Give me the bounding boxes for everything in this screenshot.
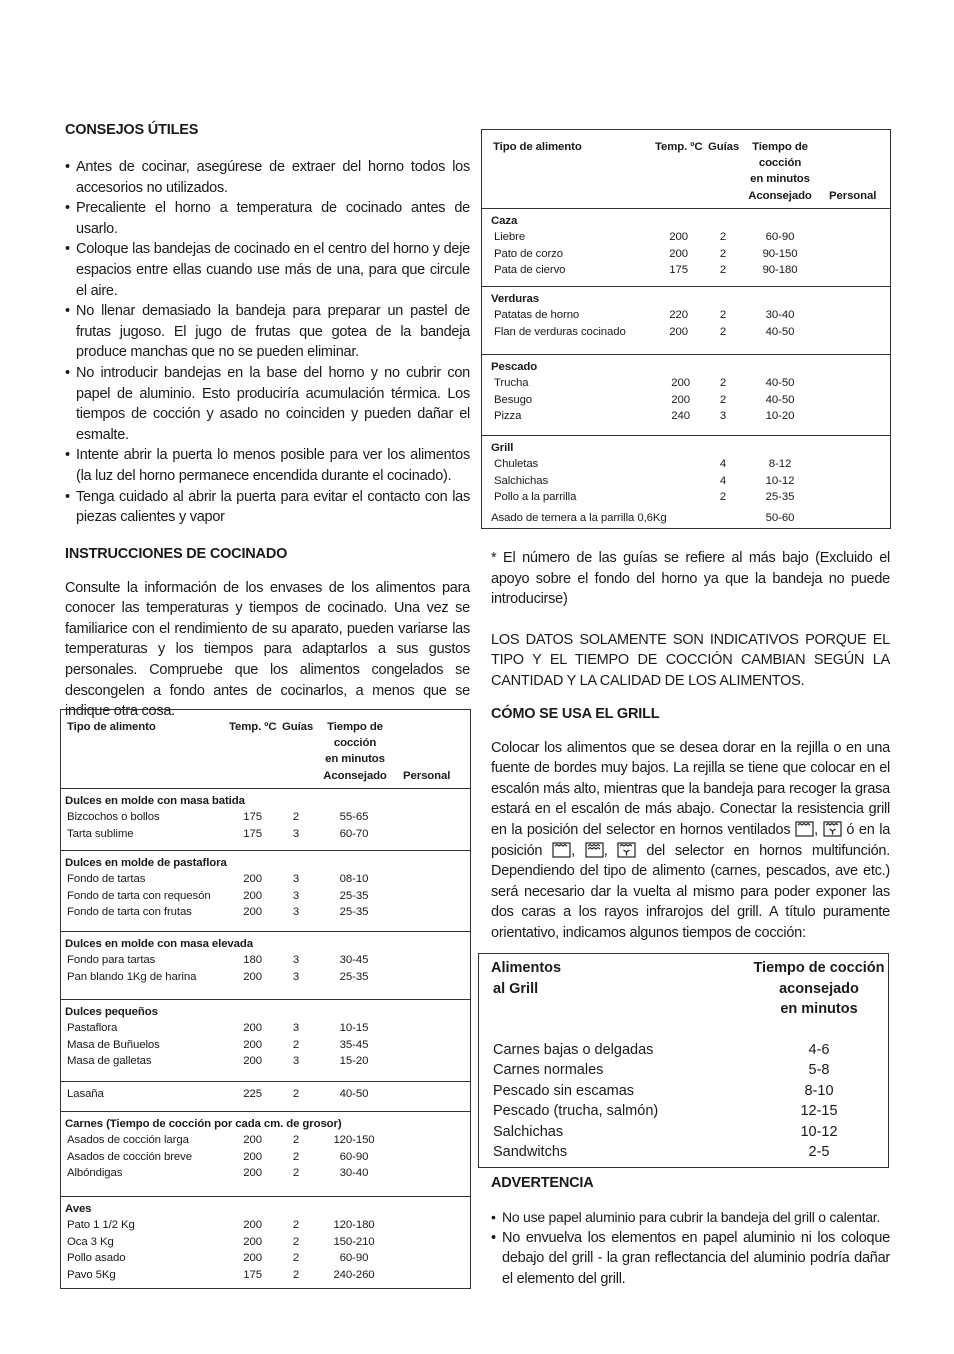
table-row xyxy=(61,1149,470,1165)
cell-food: Pato de corzo xyxy=(494,247,563,260)
cell-food: Patatas de horno xyxy=(494,309,580,322)
cell-food: Masa de galletas xyxy=(67,1055,152,1068)
table-row xyxy=(482,473,890,489)
cell-minutes: 120-150 xyxy=(333,1134,375,1147)
cell-temp: 200 xyxy=(243,1219,262,1232)
cell-temp: 200 xyxy=(669,247,688,260)
header-tiempo-3: en minutos xyxy=(750,173,810,185)
cell-minutes: 90-150 xyxy=(762,247,798,260)
cell-guias: 3 xyxy=(719,410,727,423)
cell-food: Asado de ternera a la parrilla 0,6Kg xyxy=(491,511,667,524)
cell-minutes: 8-10 xyxy=(804,1082,834,1099)
cell-food: Besugo xyxy=(494,393,533,406)
cell-guias: 2 xyxy=(719,393,727,406)
table-row xyxy=(493,1081,888,1102)
cell-guias: 3 xyxy=(292,906,300,919)
cell-food: Pollo a la parrilla xyxy=(494,491,577,504)
header-personal: Personal xyxy=(403,770,451,782)
list-item: • Precaliente el horno a temperatura de cocinado antes de usarlo. xyxy=(65,198,470,239)
cell-food: Carnes normales xyxy=(493,1062,604,1079)
cell-guias: 2 xyxy=(719,325,727,338)
table-row xyxy=(61,1037,470,1053)
cell-minutes: 10-12 xyxy=(765,474,795,487)
group-name: Verduras xyxy=(491,293,539,305)
grill-fan-icon xyxy=(823,821,842,837)
list-item: • Tenga cuidado al abrir la puerta para evitar el contacto con las piezas calientes y vapor xyxy=(65,487,470,528)
cell-minutes: 30-40 xyxy=(339,1167,369,1180)
cell-food: Asados de cocción breve xyxy=(67,1150,192,1163)
cell-food: Liebre xyxy=(494,231,526,244)
cell-minutes: 30-45 xyxy=(339,954,369,967)
grill-header-left-1: Alimentos xyxy=(491,960,562,976)
cell-food: Pavo 5Kg xyxy=(67,1268,116,1281)
cell-guias: 3 xyxy=(292,970,300,983)
cell-minutes: 40-50 xyxy=(339,1088,369,1100)
advertencia-list xyxy=(491,1207,890,1289)
table-row xyxy=(61,1165,470,1181)
list-item: • No use papel aluminio para cubrir la bandeja del grill o calentar. xyxy=(491,1207,890,1228)
note-guias: * El número de las guías se refiere al más bajo (Excluido el apoyo sobre el fondo del horno ya que la bandeja no puede introducirse) xyxy=(491,550,890,608)
cell-food: Pizza xyxy=(494,410,522,423)
table-row xyxy=(61,1267,470,1283)
advertencia-section xyxy=(491,1175,890,1289)
cell-guias: 3 xyxy=(292,1055,300,1068)
cell-guias: 2 xyxy=(292,1038,300,1051)
cell-food: Pescado sin escamas xyxy=(493,1082,635,1099)
cell-minutes: 30-40 xyxy=(765,309,795,322)
table-row xyxy=(61,888,470,904)
cell-guias: 3 xyxy=(292,827,300,840)
grill-times-table xyxy=(478,953,889,1168)
grill-heading: CÓMO SE USA EL GRILL xyxy=(491,705,660,722)
consejos-heading: CONSEJOS ÚTILES xyxy=(65,122,199,138)
cell-temp: 175 xyxy=(243,811,262,824)
cell-guias: 2 xyxy=(292,1219,300,1232)
group-name: Pescado xyxy=(491,361,538,373)
table-header xyxy=(482,130,890,209)
cell-food: Pollo asado xyxy=(67,1252,126,1265)
table-row xyxy=(61,871,470,887)
cell-minutes: 2-5 xyxy=(808,1144,830,1160)
table-group xyxy=(61,1000,470,1082)
note-datos: LOS DATOS SOLAMENTE SON INDICATIVOS PORQUE EL TIPO Y EL TIEMPO DE COCCIÓN CAMBIAN SEGÚN LA CANTIDAD Y LA CALIDAD DE LOS ALIMENTOS. xyxy=(491,631,890,689)
list-item: • No introducir bandejas en la base del horno y no cubrir con papel de aluminio. Esto produciría acumulación térmica. Los tiempos de cocción y asado no coinciden y pueden dañar el esmalte. xyxy=(65,363,470,445)
cell-guias: 2 xyxy=(719,309,727,322)
header-tiempo-4: Aconsejado xyxy=(323,770,387,782)
cell-temp: 200 xyxy=(243,970,262,983)
cooking-table-left xyxy=(60,709,471,1289)
cell-temp: 225 xyxy=(243,1088,262,1100)
table-row xyxy=(482,307,890,323)
cell-food: Salchichas xyxy=(494,474,549,487)
table-row xyxy=(61,904,470,920)
header-tiempo-4: Aconsejado xyxy=(748,190,812,202)
table-row xyxy=(61,1217,470,1233)
cell-minutes: 10-20 xyxy=(765,410,795,423)
cell-food: Asados de cocción larga xyxy=(67,1134,189,1147)
table-row xyxy=(61,1086,470,1102)
table-body xyxy=(61,789,470,1289)
cell-minutes: 120-180 xyxy=(333,1219,375,1232)
cell-temp: 180 xyxy=(243,954,262,967)
table-row xyxy=(61,826,470,842)
cell-food: Pato 1 1/2 Kg xyxy=(67,1219,135,1232)
list-item: • No llenar demasiado la bandeja para preparar un pastel de frutas jugoso. El jugo de frutas que gotea de la bandeja produce manchas que no se pueden eliminar. xyxy=(65,301,470,363)
cell-minutes: 60-70 xyxy=(339,827,369,840)
cell-minutes: 40-50 xyxy=(765,377,795,390)
header-tiempo-1: Tiempo de xyxy=(327,721,383,733)
grill-fan-icon xyxy=(617,842,636,858)
table-group xyxy=(61,851,470,932)
table-row xyxy=(61,1250,470,1266)
cell-temp: 200 xyxy=(671,377,690,390)
table-row xyxy=(482,489,890,505)
cell-temp: 200 xyxy=(243,873,262,886)
cell-food: Masa de Buñuelos xyxy=(67,1038,160,1051)
table-row xyxy=(61,1053,470,1069)
cell-food: Carnes bajas o delgadas xyxy=(493,1042,654,1058)
cell-minutes: 25-35 xyxy=(339,970,369,983)
table-group xyxy=(61,1112,470,1197)
table-row xyxy=(493,1040,888,1061)
cell-food: Fondo de tarta con requesón xyxy=(67,889,211,902)
cell-minutes: 10-15 xyxy=(339,1022,369,1035)
grill-text: Colocar los alimentos que se desea dorar en la rejilla o en una fuente de bordes muy bajos. La rejilla se tiene que colocar en el escalón más alto, mientras que la bandeja para recoger la grasa estará en el escalón de más abajo. Conectar la resistencia grill en la posición del selector en hornos ventilados , ó en la posición , , del selector en hornos multifunción. Dependiendo del tipo de alimento (carnes, pescados, ave etc.) será necesario dar la vuelta al mismo para poder exponer las dos caras a los rayos infrarojos del grill. A título puramente orientativo, indicamos algunos tiempos de cocción: xyxy=(491,739,891,941)
cell-temp: 200 xyxy=(243,1038,262,1051)
table-row xyxy=(482,456,890,472)
cell-food: Sandwitchs xyxy=(493,1144,568,1160)
header-tiempo-2: cocción xyxy=(333,737,377,749)
grill-text-part: Colocar los alimentos que se desea dorar en la rejilla o en una fuente de bordes muy bajos. La rejilla se tiene que colocar en el escalón más alto, mientras que la bandeja para recoger la grasa estará en el escalón de más abajo. Conectar la resistencia grill en la posición del selector en hornos ventilados xyxy=(491,739,890,838)
cell-minutes: 60-90 xyxy=(339,1252,369,1265)
advertencia-heading: ADVERTENCIA xyxy=(491,1175,594,1191)
header-tiempo-1: Tiempo de xyxy=(752,141,808,153)
table-row xyxy=(493,1060,888,1081)
cell-guias: 2 xyxy=(292,1150,300,1163)
cell-guias: 2 xyxy=(292,1134,300,1147)
group-name: Dulces en molde con masa elevada xyxy=(65,938,253,950)
grill-icon xyxy=(795,821,814,837)
cell-guias: 4 xyxy=(719,458,727,471)
cell-guias: 2 xyxy=(719,264,727,277)
cell-temp: 200 xyxy=(243,889,262,902)
cell-guias: 2 xyxy=(719,377,727,390)
cell-minutes: 25-35 xyxy=(339,889,369,902)
table-group xyxy=(61,1197,470,1289)
cell-food: Bizcochos o bollos xyxy=(67,811,160,824)
header-temp: Temp. ºC xyxy=(655,141,703,153)
group-name: Dulces en molde con masa batida xyxy=(65,795,245,807)
cell-temp: 200 xyxy=(669,325,688,338)
cell-temp: 220 xyxy=(669,309,688,322)
header-tipo: Tipo de alimento xyxy=(493,141,582,153)
group-name: Aves xyxy=(65,1203,92,1215)
cell-minutes: 40-50 xyxy=(765,325,795,338)
cell-food: Fondo de tartas xyxy=(67,873,146,886)
cell-guias: 2 xyxy=(719,491,727,504)
cell-temp: 200 xyxy=(243,906,262,919)
cell-minutes: 60-90 xyxy=(765,231,795,244)
grill-header-right-3: en minutos xyxy=(780,1001,858,1017)
grill-text-part: ó xyxy=(846,821,855,838)
table-header xyxy=(61,710,470,789)
list-item: • Antes de cocinar, asegúrese de extraer del horno todos los accesorios no utilizados. xyxy=(65,157,470,198)
cell-temp: 175 xyxy=(243,1268,262,1281)
cell-food: Tarta sublime xyxy=(67,827,134,840)
grill-icon xyxy=(552,842,571,858)
grill-header-left-2: al Grill xyxy=(493,981,539,997)
cell-food: Pastaflora xyxy=(67,1022,118,1035)
cell-guias: 3 xyxy=(292,873,300,886)
right-text-column xyxy=(491,548,890,944)
group-name: Dulces en molde de pastaflora xyxy=(65,857,227,869)
table-row xyxy=(61,1132,470,1148)
cell-temp: 240 xyxy=(671,410,690,423)
cell-temp: 200 xyxy=(243,1252,262,1265)
cell-food: Pescado (trucha, salmón) xyxy=(493,1103,659,1120)
cell-guias: 3 xyxy=(292,1022,300,1035)
table-row xyxy=(61,1020,470,1036)
list-item: • Coloque las bandejas de cocinado en el centro del horno y deje espacios entre ellas cuando use más de una, para que circule el aire. xyxy=(65,239,470,301)
header-tipo: Tipo de alimento xyxy=(67,721,156,733)
cell-food: Pata de ciervo xyxy=(494,264,566,277)
cell-minutes: 08-10 xyxy=(339,873,369,886)
cell-minutes: 5-8 xyxy=(808,1062,830,1079)
table-group xyxy=(61,789,470,851)
table-group xyxy=(482,209,890,287)
cell-temp: 200 xyxy=(669,231,688,244)
grill-text-part: en la posición xyxy=(491,821,891,859)
cell-minutes: 12-15 xyxy=(800,1103,838,1120)
table-row xyxy=(482,229,890,245)
cell-minutes: 8-12 xyxy=(768,458,792,471)
grill-text-part: del selector en hornos multifunción. xyxy=(646,842,890,859)
instrucciones-text: Consulte la información de los envases de los alimentos para conocer las temperaturas y tiempos de cocinado. Una vez se familiarice con el rendimiento de su aparato, pueden variarse las temperaturas y los tiempos para adaptarlos a sus gustos personales. Compruebe que los alimentos congelados se descongelen a fondo antes de cocinarlos, a menos que se indique otra cosa. xyxy=(65,579,470,720)
table-row xyxy=(482,510,890,526)
table-row xyxy=(482,262,890,278)
cell-guias: 4 xyxy=(719,474,727,487)
cell-minutes: 150-210 xyxy=(333,1235,375,1248)
table-row xyxy=(61,969,470,985)
cell-minutes: 240-260 xyxy=(333,1268,375,1281)
table-group xyxy=(61,1082,470,1112)
header-guias: Guías xyxy=(708,141,740,153)
cell-food: Trucha xyxy=(494,377,529,390)
left-column xyxy=(65,122,470,722)
cell-food: Oca 3 Kg xyxy=(67,1235,114,1248)
cell-minutes: 4-6 xyxy=(808,1042,830,1058)
group-name: Dulces pequeños xyxy=(65,1006,158,1018)
cell-minutes: 50-60 xyxy=(765,511,795,524)
cooking-table-right xyxy=(481,129,891,529)
grill-text-part: Dependiendo del tipo de alimento (carnes, pescados, ave etc.) será necesario dar la vuelta al mismo para poder exponer las dos caras a los rayos infrarojos del grill. A título puramente orientativo, indicamos algunos tiempos de cocción: xyxy=(491,863,890,941)
cell-food: Pan blando 1Kg de harina xyxy=(67,970,197,983)
table-row xyxy=(482,324,890,340)
cell-temp: 200 xyxy=(671,393,690,406)
table-row xyxy=(61,809,470,825)
cell-guias: 3 xyxy=(292,954,300,967)
table-row xyxy=(482,375,890,391)
cell-minutes: 55-65 xyxy=(339,811,369,824)
grill-header-right-2: aconsejado xyxy=(779,981,859,997)
table-row xyxy=(493,1122,888,1143)
cell-temp: 200 xyxy=(243,1134,262,1147)
cell-minutes: 25-35 xyxy=(765,491,795,504)
header-personal: Personal xyxy=(829,190,877,202)
consejos-list xyxy=(65,157,470,528)
group-name: Carnes (Tiempo de cocción por cada cm. de grosor) xyxy=(65,1118,342,1130)
cell-guias: 2 xyxy=(292,1252,300,1265)
cell-food: Fondo para tartas xyxy=(67,954,156,967)
grill-header-right-1: Tiempo de cocción xyxy=(753,960,885,976)
cell-minutes: 10-12 xyxy=(800,1123,838,1140)
cell-guias: 2 xyxy=(292,811,300,824)
cell-guias: 2 xyxy=(719,231,727,244)
cell-minutes: 35-45 xyxy=(339,1038,369,1051)
cell-minutes: 40-50 xyxy=(765,393,795,406)
list-item: • No envuelva los elementos en papel aluminio ni los coloque debajo del grill - la gran reflectancia del aluminio podría dañar el elemento del grill. xyxy=(491,1228,890,1290)
table-group xyxy=(482,355,890,436)
cell-temp: 200 xyxy=(243,1022,262,1035)
table-body xyxy=(482,209,890,531)
group-name: Caza xyxy=(491,215,518,227)
cell-guias: 2 xyxy=(292,1167,300,1180)
cell-temp: 200 xyxy=(243,1055,262,1068)
header-tiempo-2: cocción xyxy=(758,157,802,169)
cell-guias: 2 xyxy=(292,1235,300,1248)
cell-minutes: 60-90 xyxy=(339,1150,369,1163)
cell-food: Albóndigas xyxy=(67,1167,123,1180)
table-row xyxy=(482,246,890,262)
table-group xyxy=(482,287,890,355)
table-row xyxy=(493,1101,888,1122)
double-grill-icon xyxy=(585,842,604,858)
cell-temp: 200 xyxy=(243,1235,262,1248)
table-row xyxy=(61,1234,470,1250)
cell-guias: 2 xyxy=(292,1268,300,1281)
cell-food: Lasaña xyxy=(67,1088,104,1100)
cell-temp: 175 xyxy=(669,264,688,277)
table-row xyxy=(493,1142,888,1163)
instrucciones-heading: INSTRUCCIONES DE COCINADO xyxy=(65,545,288,562)
header-tiempo-3: en minutos xyxy=(325,753,385,765)
cell-temp: 175 xyxy=(243,827,262,840)
list-item: • Intente abrir la puerta lo menos posible para ver los alimentos (la luz del horno permanece encendida durante el cocinado). xyxy=(65,445,470,486)
table-group xyxy=(482,436,890,531)
cell-guias: 3 xyxy=(292,889,300,902)
header-guias: Guías xyxy=(282,721,314,733)
cell-food: Chuletas xyxy=(494,458,539,471)
table-row xyxy=(482,408,890,424)
cell-guias: 2 xyxy=(292,1088,300,1100)
header-temp: Temp. ºC xyxy=(229,721,277,733)
table-row xyxy=(61,952,470,968)
cell-minutes: 90-180 xyxy=(762,264,798,277)
group-name: Grill xyxy=(491,442,514,454)
table-row xyxy=(482,392,890,408)
cell-minutes: 15-20 xyxy=(339,1055,369,1068)
cell-food: Salchichas xyxy=(493,1123,564,1140)
cell-temp: 200 xyxy=(243,1150,262,1163)
cell-temp: 200 xyxy=(243,1167,262,1180)
cell-food: Flan de verduras cocinado xyxy=(494,325,626,338)
cell-minutes: 25-35 xyxy=(339,906,369,919)
cell-guias: 2 xyxy=(719,247,727,260)
cell-food: Fondo de tarta con frutas xyxy=(67,906,192,919)
table-group xyxy=(61,932,470,1000)
